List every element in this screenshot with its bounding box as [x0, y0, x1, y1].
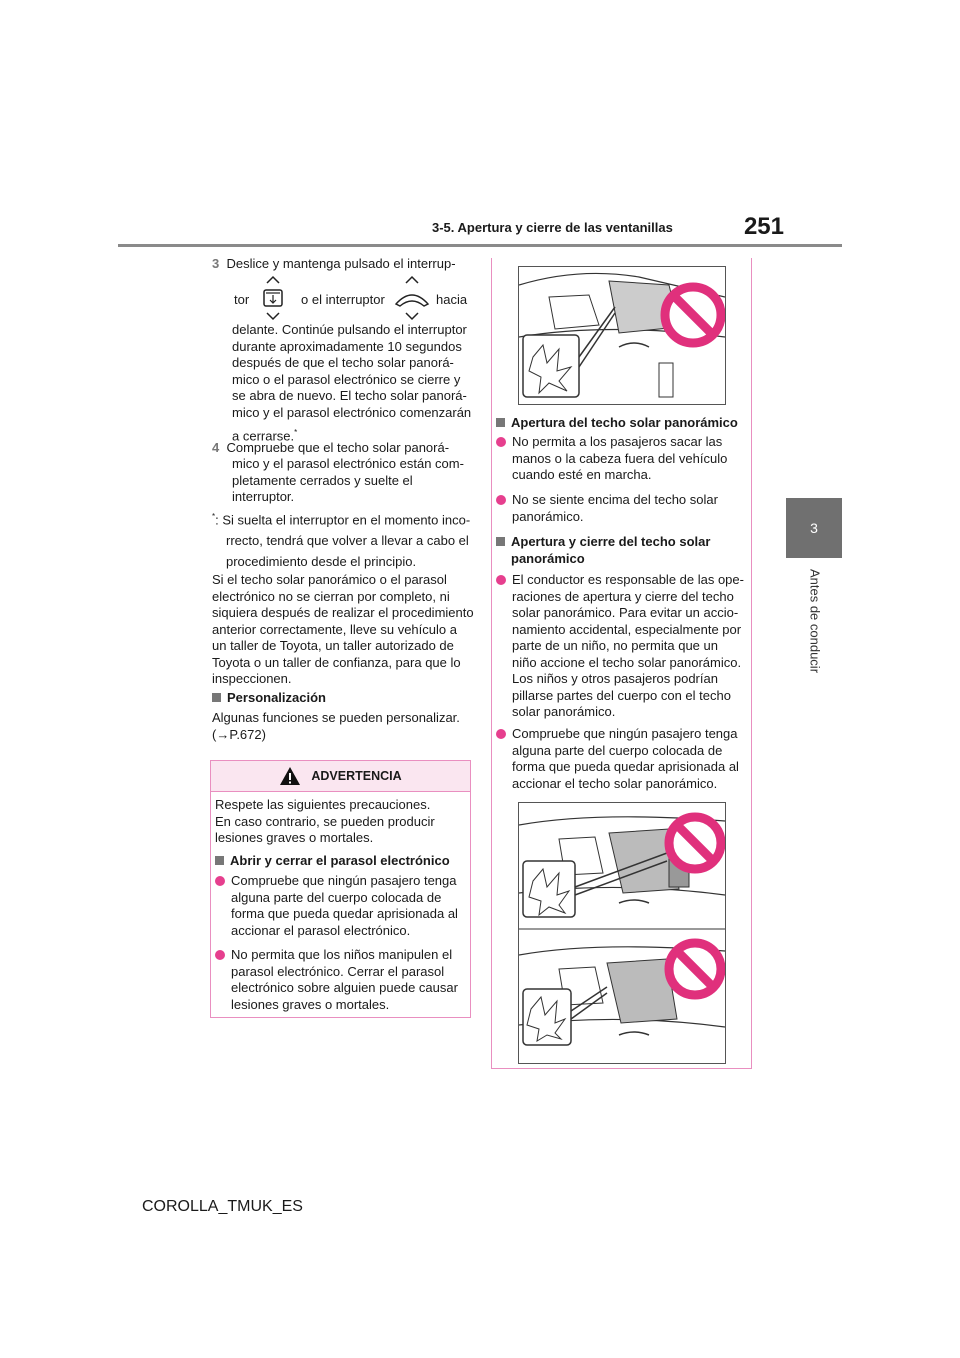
step-3-text-c: hacia	[436, 292, 468, 307]
step-3-text-b: o el interruptor	[301, 292, 385, 307]
figure-head-out-sunroof	[518, 266, 726, 405]
warning-icon	[279, 766, 301, 786]
warning-intro: Respete las siguientes precauciones. En caso contrario, se pueden producir lesiones graves o mortales.	[215, 797, 435, 845]
section-title: 3-5. Apertura y cierre de las ventanillas	[432, 220, 673, 235]
sunroof-switch-icon	[392, 274, 432, 327]
right-heading-1: Apertura del techo solar panorámico	[496, 415, 738, 432]
warning-bullet-2: No permita que los niños manipulen el parasol electrónico. Cerrar el parasol electrónico sobre alguien puede causar lesiones graves o mortales.	[215, 947, 458, 1013]
personalization-body: Algunas funciones se pueden personalizar. (→P.672)	[212, 710, 460, 742]
warning-header: ADVERTENCIA	[211, 761, 470, 792]
step-4-body: mico y el parasol electrónico están com- pletamente cerrados y suelte el interruptor.	[232, 456, 464, 504]
inspection-paragraph: Si el techo solar panorámico o el parasol electrónico no se cierran por completo, ni siquiera después de realizar el procedimiento anterior correctamente, lleve su vehículo a un taller de Toyota, un taller autorizado de Toyota o un taller de confianza, para que lo inspeccionen.	[212, 572, 474, 686]
step-3: 3 Deslice y mantenga pulsado el interrup-	[212, 256, 456, 271]
document-code: COROLLA_TMUK_ES	[142, 1198, 303, 1215]
warning-box	[210, 760, 471, 1018]
step-3-body: delante. Continúe pulsando el interruptor durante aproximadamente 10 segundos después de que el techo solar panorá- mico o el parasol electrónico se cierre y se abra de nuevo. El techo solar panorá- mico y el parasol electrónico comenzarán a cerrarse.*	[232, 322, 472, 444]
warning-heading: Abrir y cerrar el parasol electrónico	[215, 853, 450, 870]
step-3-text-a: tor	[234, 292, 250, 307]
page-number: 251	[743, 213, 784, 240]
footnote: *: Si suelta el interruptor en el momento inco- rrecto, tendrá que volver a llevar a cabo el procedimiento desde el principio.	[212, 512, 471, 570]
header-rule	[118, 244, 842, 247]
figure-sunroof-pinch	[518, 802, 726, 1064]
step-4: 4 Compruebe que el techo solar panorá-	[212, 440, 450, 455]
right-heading-2: Apertura y cierre del techo solar panorámico	[496, 534, 710, 567]
right-h1-bullet-1: No permita a los pasajeros sacar las manos o la cabeza fuera del vehículo cuando esté en marcha.	[496, 434, 727, 484]
chapter-label: Antes de conducir	[807, 568, 823, 674]
right-h2-bullet-2: Compruebe que ningún pasajero tenga alguna parte del cuerpo colocada de forma que pueda quedar aprisionada al accionar el techo solar panorámico.	[496, 726, 739, 792]
warning-bullet-1: Compruebe que ningún pasajero tenga alguna parte del cuerpo colocada de forma que pueda quedar aprisionada al accionar el parasol electrónico.	[215, 873, 458, 939]
right-h2-bullet-1: El conductor es responsable de las ope- raciones de apertura y cierre del techo solar panorámico. Para evitar un accio- namiento accidental, especialmente por parte de un niño, no permita que un niño accione el techo solar panorámico. Los niños y otros pasajeros podrían pillarse partes del cuerpo con el techo solar panorámico.	[496, 572, 744, 721]
personalization-heading: Personalización	[212, 690, 326, 707]
chapter-tab: 3	[786, 498, 842, 558]
right-h1-bullet-2: No se siente encima del techo solar panorámico.	[496, 492, 718, 525]
sunshade-switch-icon	[254, 274, 292, 327]
